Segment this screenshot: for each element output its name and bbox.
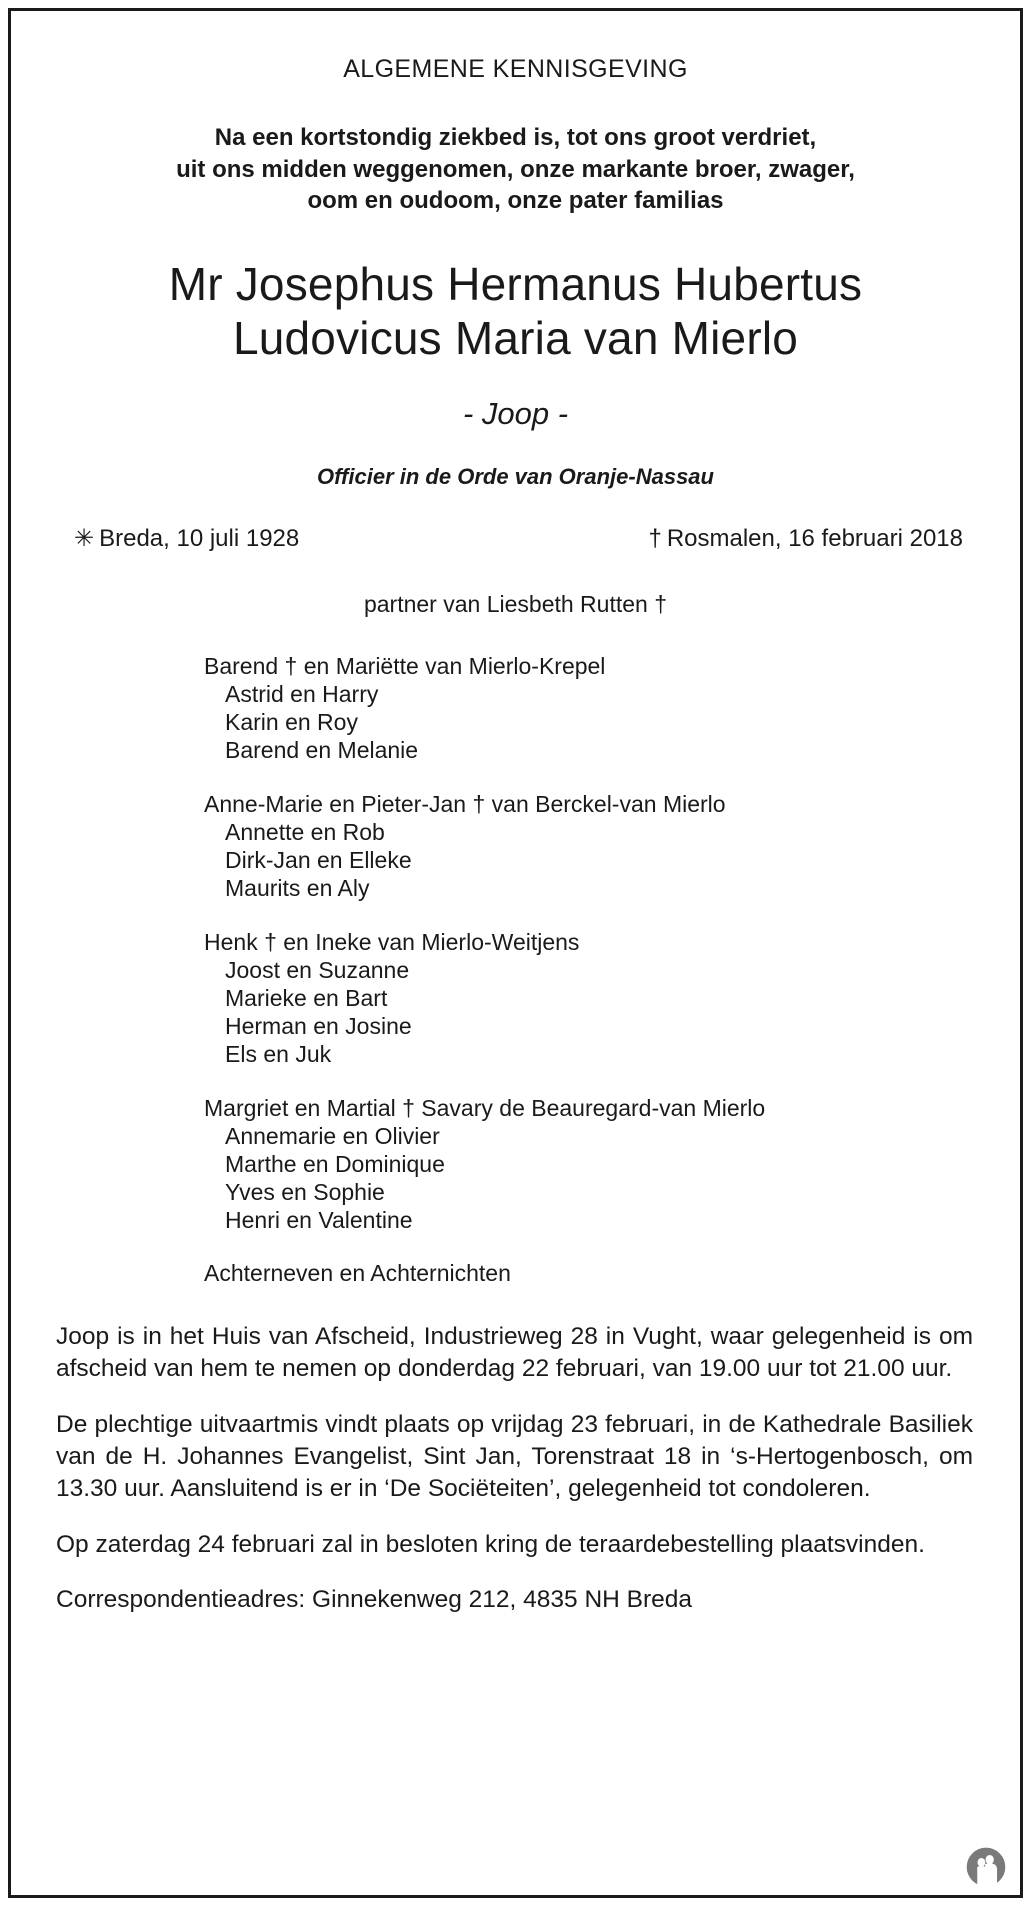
notice-heading: ALGEMENE KENNISGEVING (343, 55, 688, 83)
note-paragraph: Joop is in het Huis van Afscheid, Industrieweg 28 in Vught, waar gelegenheid is om afscheid van hem te nemen op donderdag 22 februari, van 19.00 uur tot 21.00 uur. (56, 1323, 973, 1383)
family-child: Marthe en Dominique (225, 1151, 445, 1178)
correspondence-address: Correspondentieadres: Ginnekenweg 212, 4835 NH Breda (56, 1586, 693, 1614)
card-content (11, 11, 1020, 1895)
family-child: Henri en Valentine (225, 1207, 413, 1234)
intro-line: Na een kortstondig ziekbed is, tot ons groot verdriet, (214, 124, 817, 151)
deceased-name (56, 257, 975, 366)
family-group (56, 790, 975, 902)
family-group (56, 928, 975, 1068)
family-head: Anne-Marie en Pieter-Jan † van Berckel-van Mierlo (204, 790, 726, 817)
family-group (56, 1094, 975, 1234)
birth-death-line (56, 524, 975, 553)
family-head: Barend † en Mariëtte van Mierlo-Krepel (204, 652, 606, 679)
family-list (56, 652, 975, 1235)
death-entry (648, 525, 963, 553)
family-group (56, 652, 975, 764)
deceased-nickname: - Joop - (462, 395, 569, 431)
descendants-line: Achterneven en Achternichten (204, 1260, 511, 1287)
family-child: Yves en Sophie (225, 1179, 385, 1206)
note-paragraph: De plechtige uitvaartmis vindt plaats op vrijdag 23 februari, in de Kathedrale Basiliek van de H. Johannes Evangelist, Sint Jan, Torenstraat 18 in ‘s-Hertogenbosch, om 13.30 uur. Aansluitend is er in ‘De Sociëteiten’, gelegenheid tot condoleren. (56, 1411, 973, 1502)
partner-line: partner van Liesbeth Rutten † (363, 590, 668, 617)
honor-title: Officier in de Orde van Oranje-Nassau (317, 463, 714, 489)
family-child: Annette en Rob (225, 818, 385, 845)
birth-place-date: Breda, 10 juli 1928 (99, 524, 300, 552)
family-child: Annemarie en Olivier (225, 1123, 440, 1150)
funeral-home-logo-icon (963, 1844, 1009, 1890)
intro-text (56, 122, 975, 217)
family-child: Marieke en Bart (225, 985, 388, 1012)
family-child: Karin en Roy (225, 708, 358, 735)
family-child: Herman en Josine (225, 1013, 412, 1040)
service-notes (56, 1321, 975, 1616)
family-head: Henk † en Ineke van Mierlo-Weitjens (204, 928, 580, 955)
intro-line: uit ons midden weggenomen, onze markante broer, zwager, (176, 155, 855, 183)
family-child: Barend en Melanie (225, 736, 419, 763)
family-child: Joost en Suzanne (225, 956, 410, 983)
death-place-date: Rosmalen, 16 februari 2018 (666, 524, 963, 552)
note-paragraph: Op zaterdag 24 februari zal in besloten kring de teraardebestelling plaatsvinden. (56, 1530, 925, 1558)
family-child: Els en Juk (225, 1041, 332, 1068)
family-child: Maurits en Aly (225, 874, 370, 901)
deceased-name-line: Ludovicus Maria van Mierlo (232, 312, 799, 365)
family-child: Astrid en Harry (225, 680, 379, 707)
birth-star-icon: ✳ (74, 524, 95, 552)
death-cross-icon: † (648, 524, 662, 552)
family-head: Margriet en Martial † Savary de Beauregard-van Mierlo (204, 1095, 766, 1122)
birth-entry (74, 524, 299, 553)
family-child: Dirk-Jan en Elleke (225, 846, 412, 873)
intro-line: oom en oudoom, onze pater familias (307, 187, 724, 215)
deceased-name-line: Mr Josephus Hermanus Hubertus (168, 258, 863, 311)
